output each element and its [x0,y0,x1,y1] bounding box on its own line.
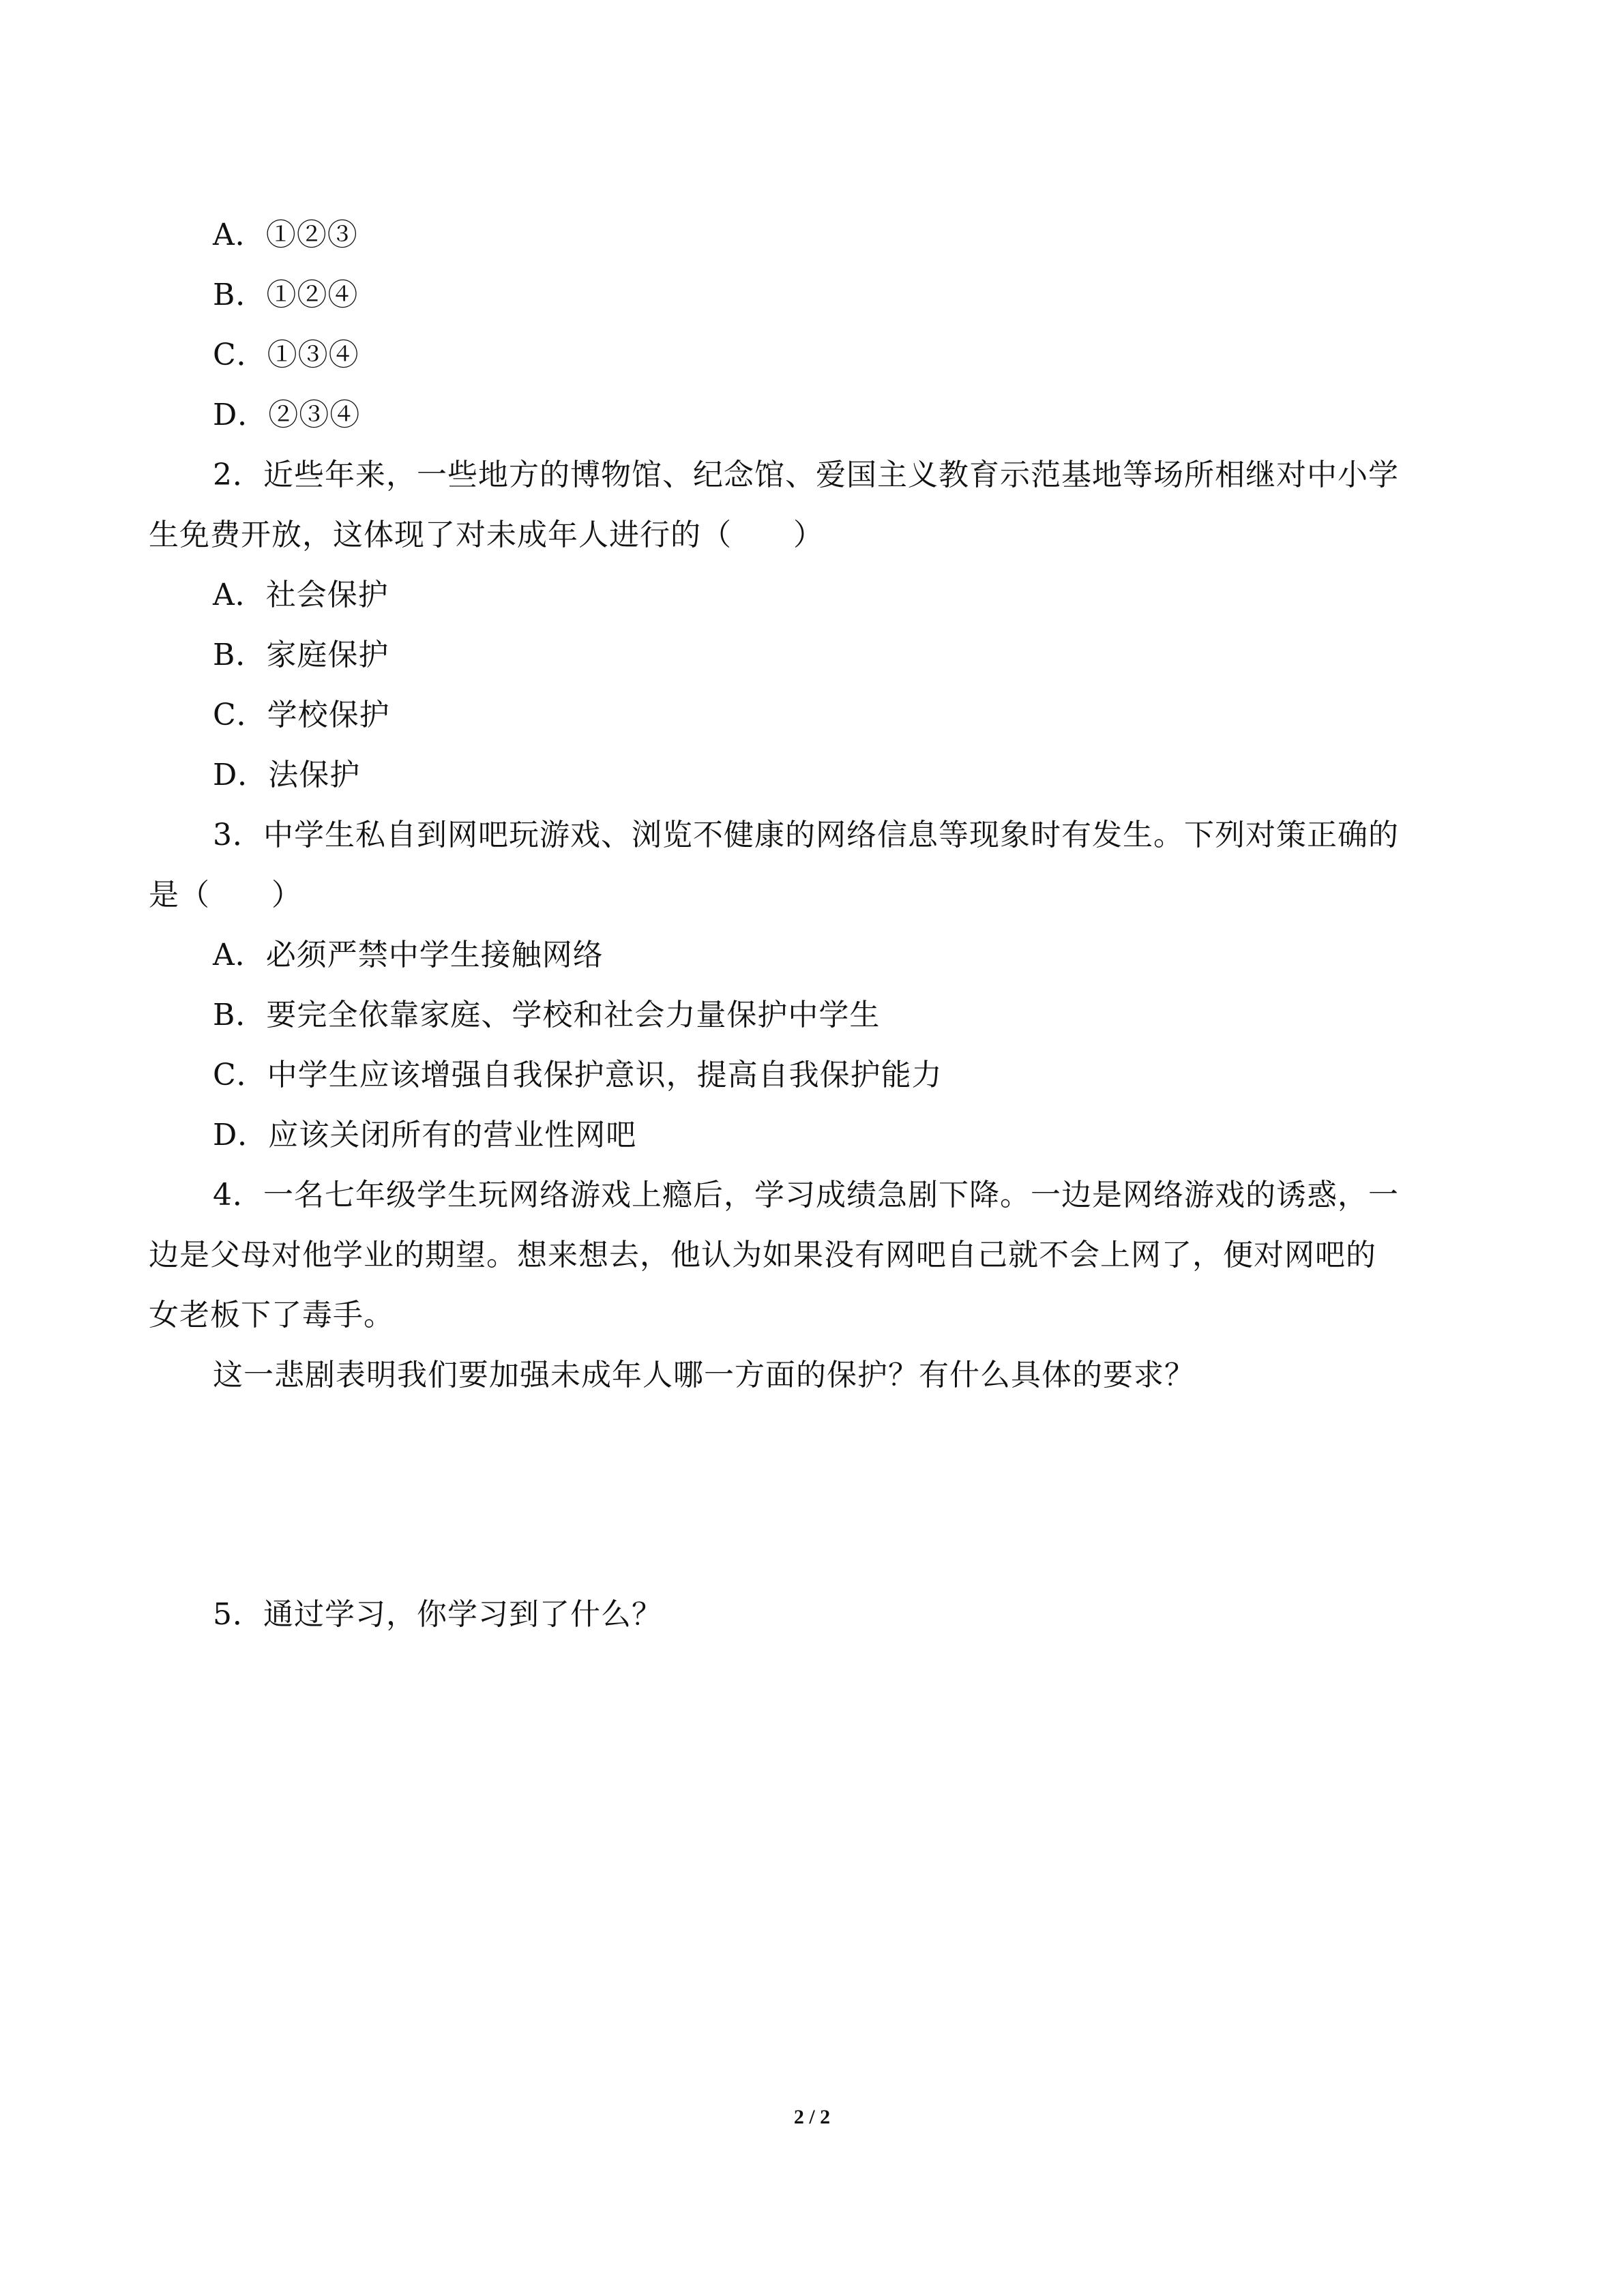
q2-option-d: D．法保护 [213,758,361,792]
q1-option-a: A．①②③ [213,218,358,252]
q1-option-b: B．①②④ [213,278,359,312]
q4-stem-line1: 4．一名七年级学生玩网络游戏上瘾后，学习成绩急剧下降。一边是网络游戏的诱惑，一 [213,1178,1399,1212]
q3-option-c: C．中学生应该增强自我保护意识，提高自我保护能力 [213,1058,943,1092]
q2-option-a: A．社会保护 [213,578,389,612]
q2-option-b: B．家庭保护 [213,638,389,672]
q3-stem-line1: 3．中学生私自到网吧玩游戏、浏览不健康的网络信息等现象时有发生。下列对策正确的 [213,818,1399,852]
q4-stem-line3: 女老板下了毒手。 [149,1298,394,1332]
q2-stem-line2: 生免费开放，这体现了对未成年人进行的（ ） [149,518,824,552]
q3-option-a: A．必须严禁中学生接触网络 [213,938,604,972]
q3-option-d: D．应该关闭所有的营业性网吧 [213,1118,637,1152]
q4-stem-line2: 边是父母对他学业的期望。想来想去，他认为如果没有网吧自己就不会上网了，便对网吧的 [149,1238,1376,1272]
q1-option-c: C．①③④ [213,338,359,372]
q3-stem-line2: 是（ ） [149,878,302,912]
q2-stem-line1: 2．近些年来，一些地方的博物馆、纪念馆、爱国主义教育示范基地等场所相继对中小学 [213,458,1399,492]
page-number: 2 / 2 [793,2106,831,2128]
q2-option-c: C．学校保护 [213,698,390,732]
q1-option-d: D．②③④ [213,398,361,432]
q4-question: 这一悲剧表明我们要加强未成年人哪一方面的保护？有什么具体的要求？ [213,1358,1195,1392]
q3-option-b: B．要完全依靠家庭、学校和社会力量保护中学生 [213,998,881,1032]
q5-stem: 5．通过学习，你学习到了什么？ [213,1597,662,1632]
